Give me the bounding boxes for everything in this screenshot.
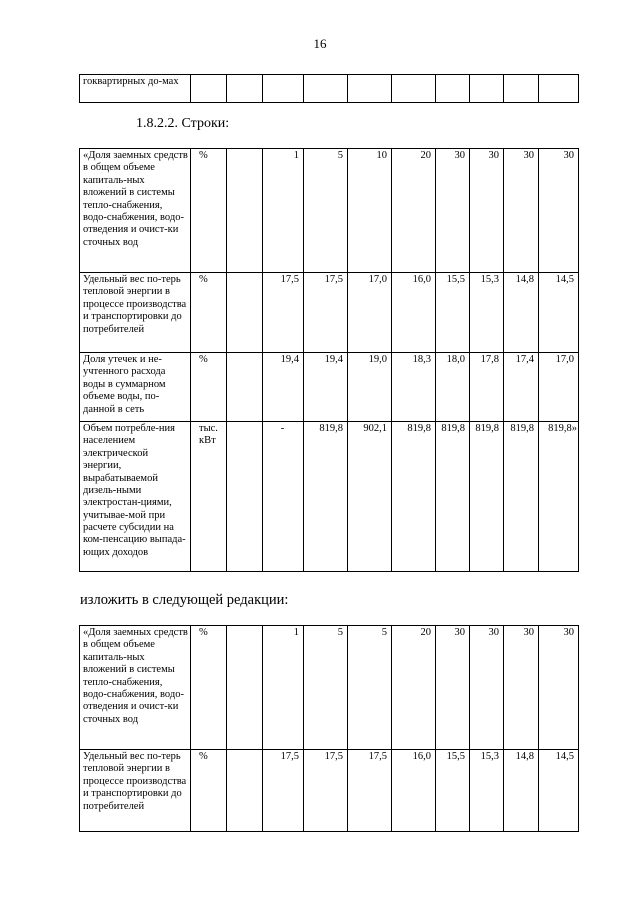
value-cell: 819,8 (392, 422, 436, 572)
value-cell: 1 (263, 149, 304, 273)
unit-cell: % (191, 273, 227, 353)
table-cell (304, 75, 348, 103)
section-heading-rows: 1.8.2.2. Строки: (136, 116, 230, 131)
value-cell: 30 (436, 626, 470, 750)
table-row (80, 149, 579, 273)
blank-cell (227, 353, 263, 422)
value-cell: 19,4 (304, 353, 348, 422)
value-cell: 19,0 (348, 353, 392, 422)
value-cell: 819,8 (436, 422, 470, 572)
table-cell (504, 75, 539, 103)
table-row (80, 626, 579, 750)
table-cell (227, 75, 263, 103)
page-number: 16 (313, 36, 327, 51)
row-label: Удельный вес по-терь тепловой энергии в процессе производства и транспортировки до потребителей (80, 273, 191, 353)
table-old-values (79, 148, 579, 572)
blank-cell (227, 149, 263, 273)
value-cell: 20 (392, 149, 436, 273)
value-cell: 17,8 (470, 353, 504, 422)
unit-cell: тыс. кВт (191, 422, 227, 572)
value-cell: 30 (504, 626, 539, 750)
row-label: «Доля заемных средств в общем объеме капиталь-ных вложений в системы тепло-снабжения, водо-снабжения, водо-отведения и очист-ки сточных вод (80, 626, 191, 750)
table-row (80, 422, 579, 572)
value-cell: 819,8» (539, 422, 579, 572)
value-cell: 17,5 (263, 750, 304, 832)
blank-cell (227, 626, 263, 750)
value-cell: 5 (348, 626, 392, 750)
row-label: Удельный вес по-терь тепловой энергии в процессе производства и транспортировки до потребителей (80, 750, 191, 832)
row-label: Объем потребле-ния населением электрической энергии, вырабатываемой дизель-ными электростан-циями, учитывае-мой при расчете субсидии на ком-пенсацию выпада-ющих доходов (80, 422, 191, 572)
value-cell: 17,5 (263, 273, 304, 353)
value-cell: 15,3 (470, 273, 504, 353)
value-cell: 10 (348, 149, 392, 273)
value-cell: 902,1 (348, 422, 392, 572)
unit-cell: % (191, 750, 227, 832)
value-cell: 5 (304, 149, 348, 273)
value-cell: 17,5 (304, 750, 348, 832)
table-cell (470, 75, 504, 103)
table-cell (392, 75, 436, 103)
row-label: гоквартирных до-мах (80, 75, 191, 103)
value-cell: 16,0 (392, 273, 436, 353)
value-cell: 30 (539, 149, 579, 273)
value-cell: 15,3 (470, 750, 504, 832)
table-row (80, 750, 579, 832)
value-cell: 14,5 (539, 750, 579, 832)
value-cell: 18,3 (392, 353, 436, 422)
table-cell (436, 75, 470, 103)
value-cell: 17,0 (539, 353, 579, 422)
value-cell: 819,8 (504, 422, 539, 572)
table-fragment-top (79, 74, 579, 103)
value-cell (227, 422, 263, 572)
row-label: Доля утечек и не-учтенного расхода воды в суммарном объеме воды, по-данной в сеть (80, 353, 191, 422)
table-cell (263, 75, 304, 103)
value-cell: 17,5 (304, 273, 348, 353)
value-cell: 819,8 (304, 422, 348, 572)
unit-cell: % (191, 149, 227, 273)
value-cell: 15,5 (436, 273, 470, 353)
table-new-values (79, 625, 579, 832)
value-cell: 30 (504, 149, 539, 273)
value-cell: 16,0 (392, 750, 436, 832)
row-label: «Доля заемных средств в общем объеме капиталь-ных вложений в системы тепло-снабжения, водо-снабжения, водо-отведения и очист-ки сточных вод (80, 149, 191, 273)
unit-cell: % (191, 353, 227, 422)
value-cell: 30 (436, 149, 470, 273)
table-row (80, 353, 579, 422)
value-cell: 19,4 (263, 353, 304, 422)
value-cell: 1 (263, 626, 304, 750)
value-cell: 17,0 (348, 273, 392, 353)
blank-cell (227, 750, 263, 832)
value-cell: 819,8 (470, 422, 504, 572)
table-cell (539, 75, 579, 103)
table-cell (348, 75, 392, 103)
value-cell: 15,5 (436, 750, 470, 832)
value-cell: 30 (470, 626, 504, 750)
section-heading-new: изложить в следующей редакции: (80, 592, 289, 608)
value-cell: 5 (304, 626, 348, 750)
value-cell: - (263, 422, 304, 572)
value-cell: 17,5 (348, 750, 392, 832)
value-cell: 20 (392, 626, 436, 750)
unit-cell: % (191, 626, 227, 750)
blank-cell (227, 273, 263, 353)
table-row (80, 273, 579, 353)
value-cell: 17,4 (504, 353, 539, 422)
value-cell: 14,8 (504, 750, 539, 832)
table-row (80, 75, 579, 103)
value-cell: 30 (539, 626, 579, 750)
value-cell: 18,0 (436, 353, 470, 422)
value-cell: 30 (470, 149, 504, 273)
table-cell (191, 75, 227, 103)
value-cell: 14,5 (539, 273, 579, 353)
value-cell: 14,8 (504, 273, 539, 353)
